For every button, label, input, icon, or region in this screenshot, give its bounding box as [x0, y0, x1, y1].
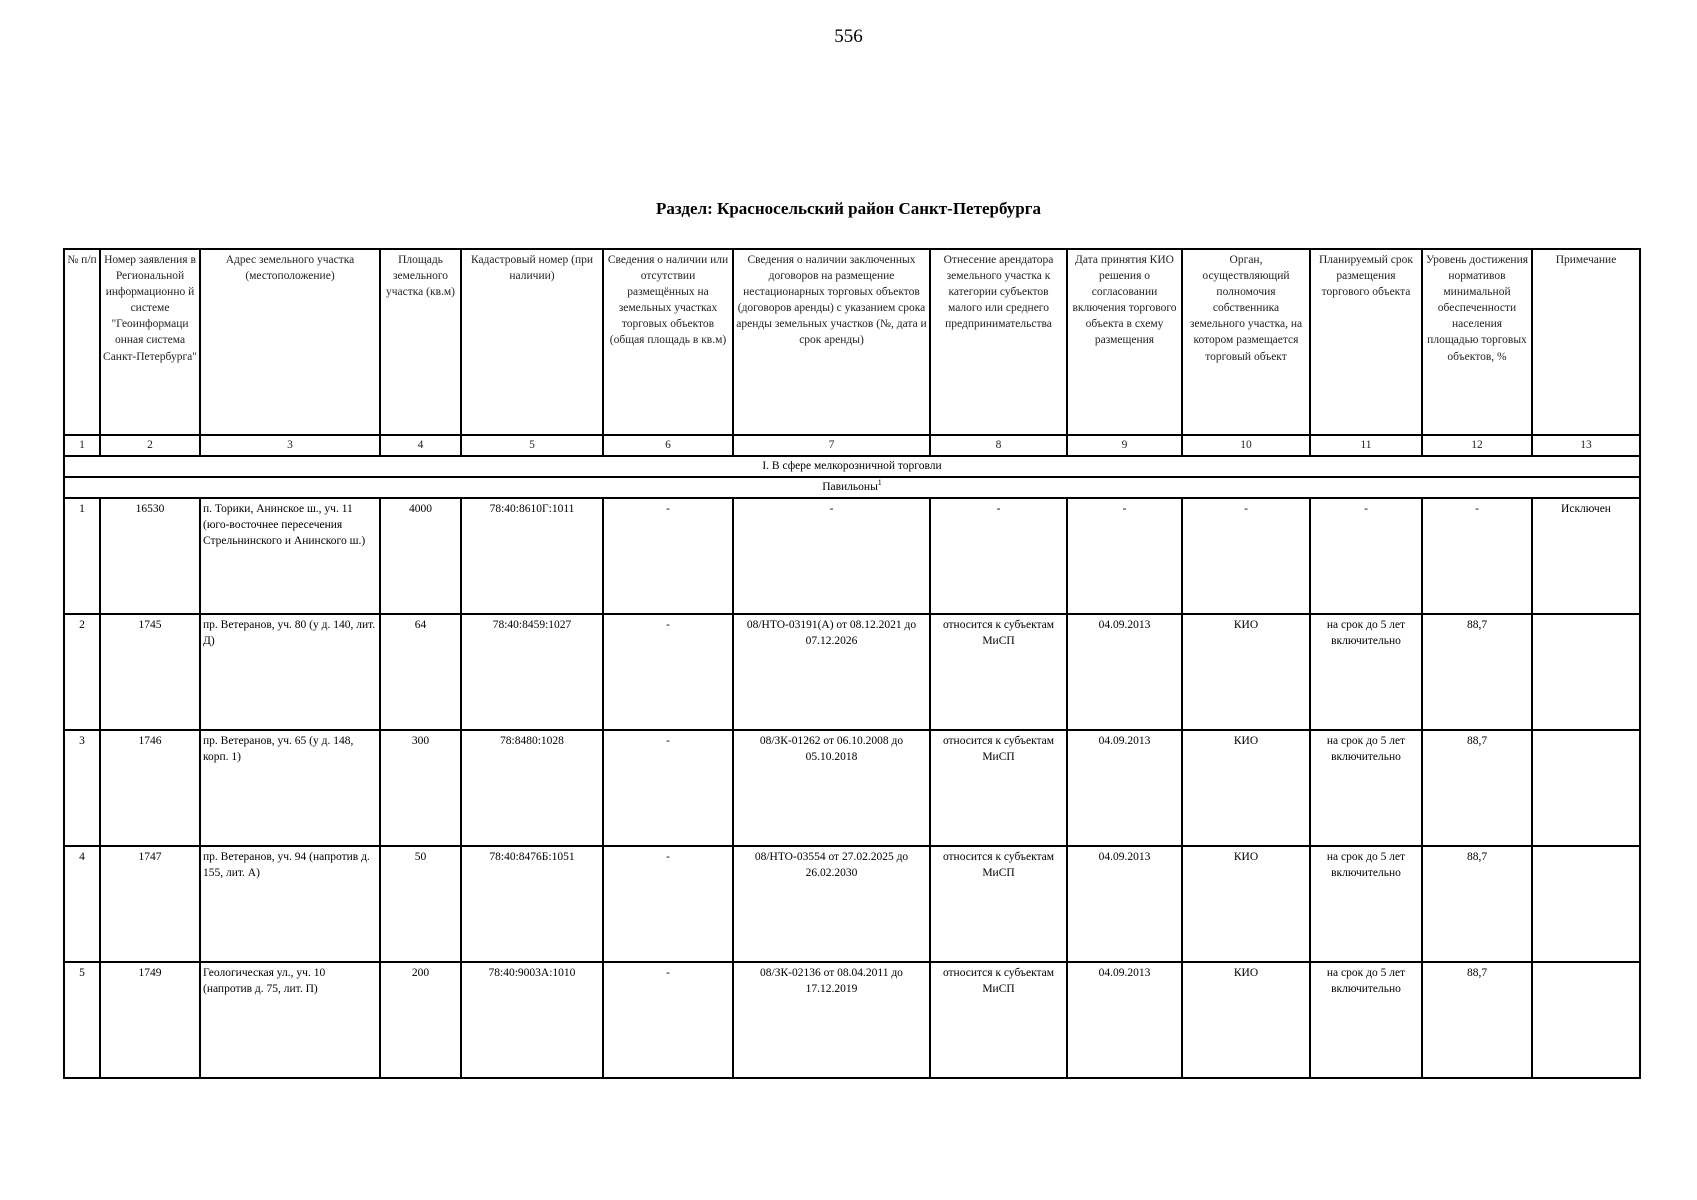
- column-number: 9: [1067, 435, 1182, 456]
- section-title: Раздел: Красносельский район Санкт-Петербурга: [656, 199, 1041, 218]
- column-number: 12: [1422, 435, 1532, 456]
- provision-level-cell: 88,7: [1422, 846, 1532, 962]
- address-cell: пр. Ветеранов, уч. 80 (у д. 140, лит. Д): [200, 614, 380, 730]
- existing-objects-cell: -: [603, 614, 733, 730]
- area-cell: 50: [380, 846, 461, 962]
- header-cell: Сведения о наличии заключенных договоров на размещение нестационарных торговых объектов (договоров аренды) с указанием срока аренды земельных участков (№, дата и срок аренды): [733, 249, 930, 435]
- placement-term-cell: на срок до 5 лет включительно: [1310, 962, 1422, 1078]
- application-number-cell: 16530: [100, 498, 200, 614]
- application-number-cell: 1745: [100, 614, 200, 730]
- note-cell: [1532, 962, 1640, 1078]
- address-cell: пр. Ветеранов, уч. 94 (напротив д. 155, лит. А): [200, 846, 380, 962]
- column-number: 10: [1182, 435, 1310, 456]
- header-cell: Уровень достижения нормативов минимальной обеспеченности населения площадью торговых объектов, %: [1422, 249, 1532, 435]
- column-number: 13: [1532, 435, 1640, 456]
- application-number-cell: 1746: [100, 730, 200, 846]
- address-cell: Геологическая ул., уч. 10 (напротив д. 75, лит. П): [200, 962, 380, 1078]
- row-number-cell: 3: [64, 730, 100, 846]
- provision-level-cell: 88,7: [1422, 730, 1532, 846]
- kio-decision-date-cell: 04.09.2013: [1067, 730, 1182, 846]
- cadastral-number-cell: 78:8480:1028: [461, 730, 603, 846]
- authority-cell: КИО: [1182, 846, 1310, 962]
- cadastral-number-cell: 78:40:8476Б:1051: [461, 846, 603, 962]
- authority-cell: КИО: [1182, 614, 1310, 730]
- authority-cell: КИО: [1182, 730, 1310, 846]
- area-cell: 4000: [380, 498, 461, 614]
- column-number: 1: [64, 435, 100, 456]
- row-number-cell: 4: [64, 846, 100, 962]
- table-row: [64, 846, 1640, 962]
- placement-term-cell: -: [1310, 498, 1422, 614]
- cadastral-number-cell: 78:40:9003А:1010: [461, 962, 603, 1078]
- table-row: [64, 498, 1640, 614]
- group-row: [64, 477, 1640, 498]
- header-cell: Планируемый срок размещения торгового объекта: [1310, 249, 1422, 435]
- header-cell: Адрес земельного участка (местоположение): [200, 249, 380, 435]
- contracts-cell: 08/НТО-03554 от 27.02.2025 до 26.02.2030: [733, 846, 930, 962]
- column-number: 6: [603, 435, 733, 456]
- group-cell: [64, 477, 1640, 498]
- area-cell: 300: [380, 730, 461, 846]
- note-cell: [1532, 730, 1640, 846]
- address-cell: пр. Ветеранов, уч. 65 (у д. 148, корп. 1): [200, 730, 380, 846]
- column-number: 7: [733, 435, 930, 456]
- area-cell: 64: [380, 614, 461, 730]
- address-cell: п. Торики, Анинское ш., уч. 11 (юго-восточнее пересечения Стрельнинского и Анинского ш.): [200, 498, 380, 614]
- authority-cell: -: [1182, 498, 1310, 614]
- existing-objects-cell: -: [603, 730, 733, 846]
- contracts-cell: 08/ЗК-01262 от 06.10.2008 до 05.10.2018: [733, 730, 930, 846]
- kio-decision-date-cell: 04.09.2013: [1067, 614, 1182, 730]
- group-label: Павильоны: [822, 481, 878, 493]
- column-number: 2: [100, 435, 200, 456]
- header-row: [64, 249, 1640, 435]
- contracts-cell: 08/ЗК-02136 от 08.04.2011 до 17.12.2019: [733, 962, 930, 1078]
- placement-term-cell: на срок до 5 лет включительно: [1310, 614, 1422, 730]
- application-number-cell: 1749: [100, 962, 200, 1078]
- table-row: [64, 730, 1640, 846]
- header-cell: Дата принятия КИО решения о согласовании включения торгового объекта в схему размещения: [1067, 249, 1182, 435]
- smb-category-cell: относится к субъектам МиСП: [930, 614, 1067, 730]
- column-number: 4: [380, 435, 461, 456]
- registry-table: [63, 248, 1641, 1079]
- kio-decision-date-cell: -: [1067, 498, 1182, 614]
- existing-objects-cell: -: [603, 846, 733, 962]
- contracts-cell: 08/НТО-03191(А) от 08.12.2021 до 07.12.2026: [733, 614, 930, 730]
- kio-decision-date-cell: 04.09.2013: [1067, 846, 1182, 962]
- provision-level-cell: -: [1422, 498, 1532, 614]
- header-cell: Площадь земельного участка (кв.м): [380, 249, 461, 435]
- column-number: 3: [200, 435, 380, 456]
- existing-objects-cell: -: [603, 962, 733, 1078]
- contracts-cell: -: [733, 498, 930, 614]
- group-footnote: 1: [877, 478, 882, 488]
- provision-level-cell: 88,7: [1422, 962, 1532, 1078]
- smb-category-cell: -: [930, 498, 1067, 614]
- provision-level-cell: 88,7: [1422, 614, 1532, 730]
- area-cell: 200: [380, 962, 461, 1078]
- smb-category-cell: относится к субъектам МиСП: [930, 846, 1067, 962]
- application-number-cell: 1747: [100, 846, 200, 962]
- placement-term-cell: на срок до 5 лет включительно: [1310, 730, 1422, 846]
- smb-category-cell: относится к субъектам МиСП: [930, 730, 1067, 846]
- note-cell: [1532, 614, 1640, 730]
- row-number-cell: 1: [64, 498, 100, 614]
- cadastral-number-cell: 78:40:8610Г:1011: [461, 498, 603, 614]
- column-number: 5: [461, 435, 603, 456]
- note-cell: [1532, 846, 1640, 962]
- header-cell: Орган, осуществляющий полномочия собственника земельного участка, на котором размещается торговый объект: [1182, 249, 1310, 435]
- header-cell: № п/п: [64, 249, 100, 435]
- note-cell: Исключен: [1532, 498, 1640, 614]
- column-number: 11: [1310, 435, 1422, 456]
- header-cell: Примечание: [1532, 249, 1640, 435]
- table-row: [64, 614, 1640, 730]
- cadastral-number-cell: 78:40:8459:1027: [461, 614, 603, 730]
- header-cell: Кадастровый номер (при наличии): [461, 249, 603, 435]
- header-cell: Отнесение арендатора земельного участка к категории субъектов малого или среднего предпринимательства: [930, 249, 1067, 435]
- column-number-row: [64, 435, 1640, 456]
- header-cell: Номер заявления в Региональной информационно й системе "Геоинформаци онная система Санкт-Петербурга": [100, 249, 200, 435]
- sphere-label: I. В сфере мелкорозничной торговли: [64, 456, 1640, 477]
- row-number-cell: 2: [64, 614, 100, 730]
- header-cell: Сведения о наличии или отсутствии размещённых на земельных участках торговых объектов (общая площадь в кв.м): [603, 249, 733, 435]
- column-number: 8: [930, 435, 1067, 456]
- kio-decision-date-cell: 04.09.2013: [1067, 962, 1182, 1078]
- sphere-row: [64, 456, 1640, 477]
- placement-term-cell: на срок до 5 лет включительно: [1310, 846, 1422, 962]
- page-number: 556: [834, 26, 863, 47]
- existing-objects-cell: -: [603, 498, 733, 614]
- authority-cell: КИО: [1182, 962, 1310, 1078]
- smb-category-cell: относится к субъектам МиСП: [930, 962, 1067, 1078]
- table-row: [64, 962, 1640, 1078]
- row-number-cell: 5: [64, 962, 100, 1078]
